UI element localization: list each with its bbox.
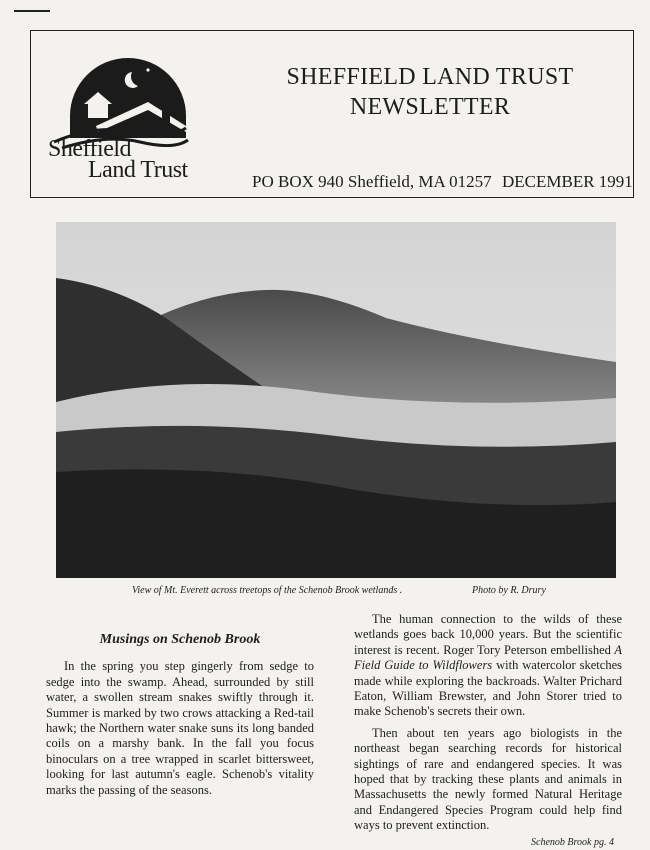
paragraph-text: with watercolor sketches made while exploring the backroads. Walter Prichard Eaton, William Brewster, and John Storer tried to make Schenob's secrets their own.	[354, 658, 622, 719]
article-right-column	[354, 612, 622, 850]
paragraph-text: The human connection to the wilds of these wetlands goes back 10,000 years. But the scientific interest is recent. Roger Tory Peterson embellished	[354, 612, 622, 657]
issue-date: DECEMBER 1991	[502, 172, 633, 191]
article-left-column	[46, 612, 314, 798]
corner-mark	[14, 10, 50, 12]
title-line-2: NEWSLETTER	[349, 94, 511, 120]
photo-credit: Photo by R. Drury	[472, 585, 546, 596]
photo-caption: View of Mt. Everett across treetops of the Schenob Brook wetlands .	[132, 585, 403, 596]
article-paragraph: In the spring you step gingerly from sedge to sedge into the swamp. Ahead, surrounded by still water, a swollen stream snakes swiftly through it. Summer is marked by two crows attacking a Red-tail hawk; the Northern water snake suns its long banded coils on a marshy bank. In the fall you focus binoculars on a tree wrapped in scarlet bittersweet, looking for last autumn's eagle. Schenob's vitality marks the passing of the seasons.	[46, 659, 314, 797]
logo-text-sheffield: Sheffield	[48, 136, 132, 162]
article-heading: Musings on Schenob Brook	[99, 632, 261, 647]
book-title: A Field Guide to Wildflowers	[354, 642, 622, 673]
mailing-address: PO BOX 940 Sheffield, MA 01257	[252, 172, 492, 191]
article-paragraph	[354, 612, 622, 720]
logo-text-land-trust: Land Trust	[88, 157, 188, 183]
article-paragraph: Then about ten years ago biologists in the northeast began searching records for historical sightings of rare and endangered species. It was hoped that by tracking these plants and animals in Massachusetts the newly formed Natural Heritage and Endangered Species Program could help find ways to prevent extinction.	[354, 725, 622, 833]
continued-reference: Schenob Brook pg. 4	[531, 836, 614, 848]
mountain-photo	[56, 222, 616, 578]
title-line-1: SHEFFIELD LAND TRUST	[286, 64, 574, 90]
newsletter-title	[230, 62, 630, 122]
